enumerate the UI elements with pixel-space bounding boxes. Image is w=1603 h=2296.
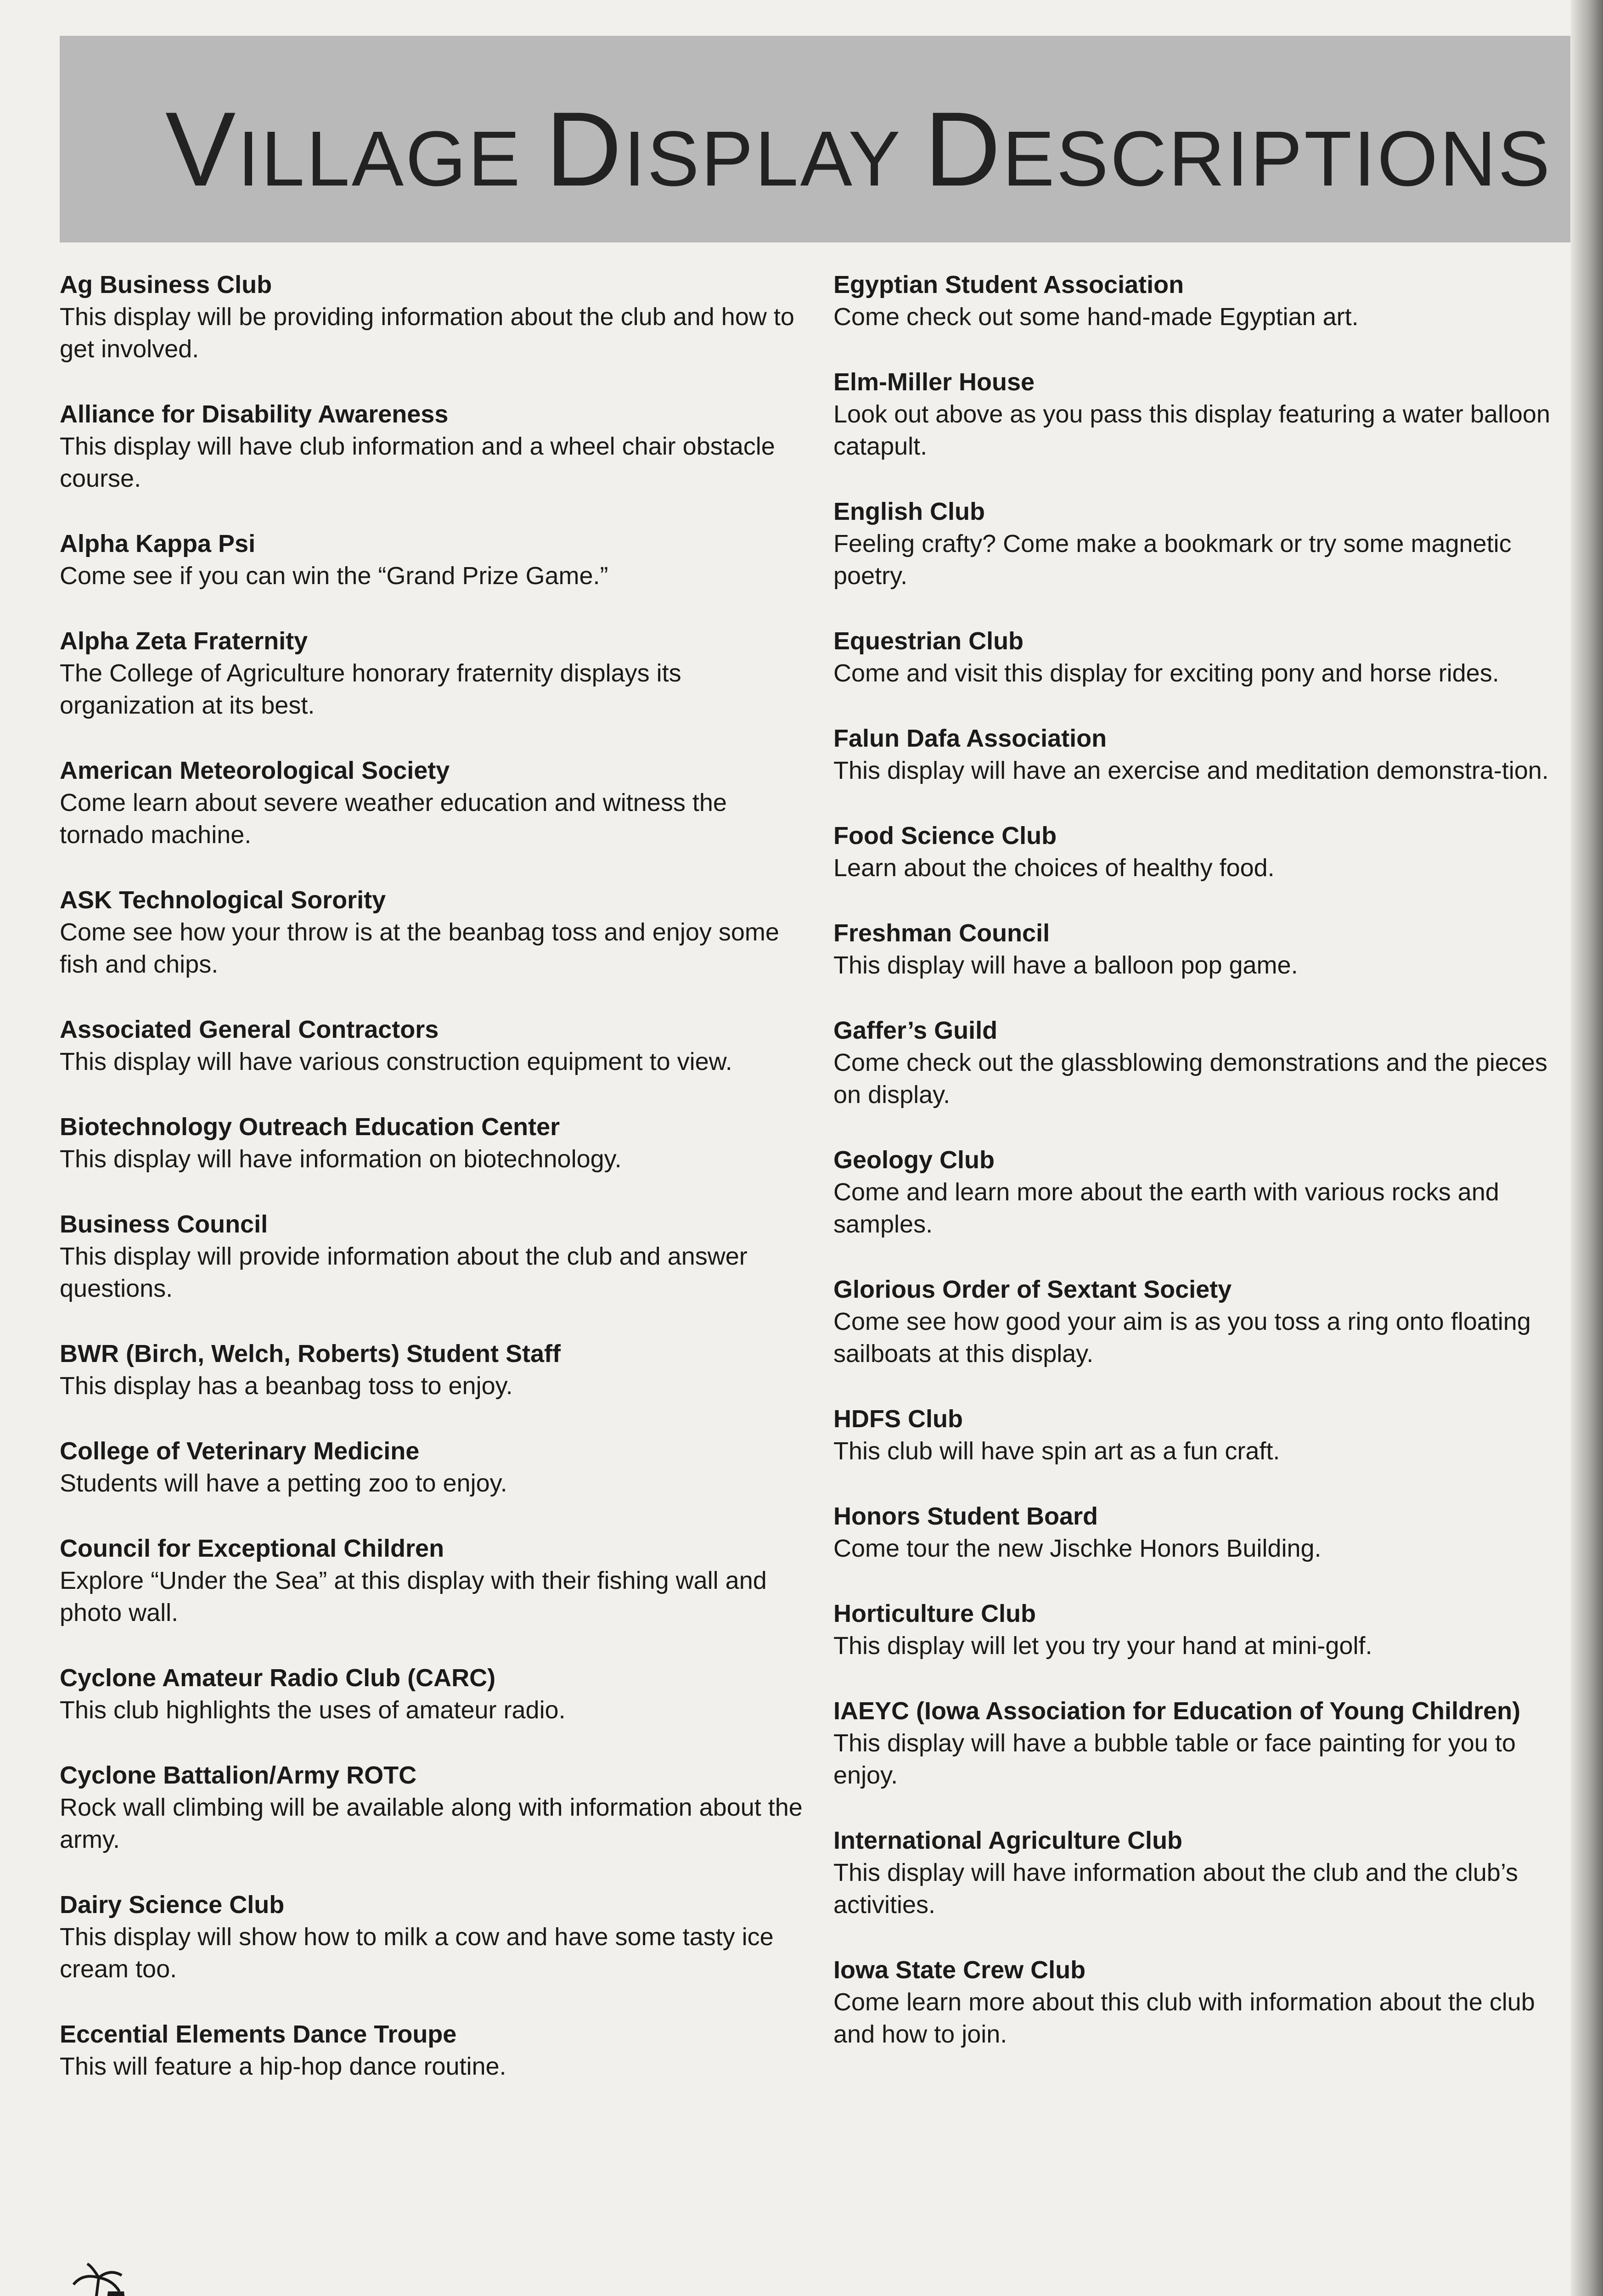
entry-description: Come and visit this display for exciting pony and horse rides. [833, 659, 1499, 687]
entry-description: Come see how your throw is at the beanbag toss and enjoy some fish and chips. [60, 918, 779, 978]
entry-description: Learn about the choices of healthy food. [833, 854, 1275, 882]
display-entry [60, 884, 813, 980]
entry-description: This display will have various construction equipment to view. [60, 1048, 732, 1075]
entry-description: This display will have information about the club and the club’s activities. [833, 1859, 1518, 1919]
entry-name: American Meteorological Society [60, 757, 450, 784]
display-entry [60, 1111, 813, 1175]
entry-name: College of Veterinary Medicine [60, 1437, 420, 1465]
entry-name: Alpha Zeta Fraternity [60, 627, 308, 655]
entry-description: The College of Agriculture honorary fraternity displays its organization at its best. [60, 659, 681, 719]
entry-description: This display will show how to milk a cow and have some tasty ice cream too. [60, 1923, 774, 1983]
entry-name: Council for Exceptional Children [60, 1535, 444, 1562]
entry-name: Elm-Miller House [833, 368, 1035, 396]
entry-name: ASK Technological Sorority [60, 886, 386, 914]
display-entry [60, 1338, 813, 1402]
entry-name: Geology Club [833, 1146, 995, 1174]
display-entry [60, 1759, 813, 1856]
display-entry [60, 1013, 813, 1078]
display-entry [833, 820, 1577, 884]
entry-description: Come see if you can win the “Grand Prize Game.” [60, 562, 608, 590]
entry-description: This display will have club information and a wheel chair obstacle course. [60, 433, 775, 492]
display-entry [833, 1954, 1577, 2050]
entry-description: Look out above as you pass this display featuring a water balloon catapult. [833, 400, 1550, 460]
entry-description: This display will have a balloon pop game. [833, 951, 1298, 979]
display-entry [833, 1695, 1577, 1791]
entry-description: Come learn more about this club with information about the club and how to join. [833, 1988, 1535, 2048]
entry-name: Egyptian Student Association [833, 271, 1184, 298]
entry-name: Gaffer’s Guild [833, 1017, 998, 1044]
display-entry [833, 722, 1577, 787]
entry-description: This display will have an exercise and meditation demonstra-tion. [833, 757, 1549, 784]
entry-description: Come see how good your aim is as you toss a ring onto floating sailboats at this display. [833, 1308, 1531, 1367]
display-entry [833, 917, 1577, 981]
entry-name: English Club [833, 498, 985, 525]
entry-name: Eccential Elements Dance Troupe [60, 2020, 457, 2048]
entry-description: Come check out the glassblowing demonstrations and the pieces on display. [833, 1049, 1547, 1109]
display-entry [60, 398, 813, 495]
entry-name: Dairy Science Club [60, 1891, 285, 1919]
display-entry [60, 269, 813, 365]
display-entry [60, 754, 813, 851]
entry-description: Come tour the new Jischke Honors Building. [833, 1535, 1322, 1562]
entry-name: Alliance for Disability Awareness [60, 400, 449, 428]
entry-description: This club will have spin art as a fun craft. [833, 1437, 1280, 1465]
display-entry [833, 1598, 1577, 1662]
entry-name: Alpha Kappa Psi [60, 530, 256, 557]
entry-name: Associated General Contractors [60, 1016, 439, 1043]
entry-description: This display will have information on biotechnology. [60, 1145, 622, 1173]
entry-name: Honors Student Board [833, 1503, 1098, 1530]
entry-description: Come learn about severe weather education and witness the tornado machine. [60, 789, 727, 849]
page-title: VILLAGE DISPLAY DESCRIPTIONS [165, 90, 1552, 208]
entry-description: This display will provide information about the club and answer questions. [60, 1243, 748, 1302]
veishea-logo [55, 2259, 271, 2296]
display-entry [833, 495, 1577, 592]
display-entry [833, 366, 1577, 462]
entry-description: Rock wall climbing will be available along with information about the army. [60, 1794, 803, 1853]
entry-name: International Agriculture Club [833, 1827, 1183, 1854]
entry-name: Biotechnology Outreach Education Center [60, 1113, 560, 1141]
entry-name: Falun Dafa Association [833, 725, 1107, 752]
entry-description: Come check out some hand-made Egyptian art. [833, 303, 1359, 331]
display-entry [833, 1403, 1577, 1467]
entry-name: IAEYC (Iowa Association for Education of Young Children) [833, 1697, 1521, 1725]
entry-description: This display has a beanbag toss to enjoy. [60, 1372, 513, 1400]
display-entry [833, 625, 1577, 689]
entry-description: Explore “Under the Sea” at this display with their fishing wall and photo wall. [60, 1567, 767, 1626]
display-entry [60, 1435, 813, 1499]
entry-description: Come and learn more about the earth with various rocks and samples. [833, 1178, 1499, 1238]
display-entry [833, 1273, 1577, 1370]
left-column [60, 269, 813, 2116]
entry-name: Equestrian Club [833, 627, 1024, 655]
entry-name: Cyclone Amateur Radio Club (CARC) [60, 1664, 496, 1692]
entry-description: This display will be providing information about the club and how to get involved. [60, 303, 794, 363]
entry-name: Iowa State Crew Club [833, 1956, 1086, 1984]
display-entry [60, 2018, 813, 2082]
entry-name: Ag Business Club [60, 271, 272, 298]
entry-description: Students will have a petting zoo to enjoy. [60, 1469, 507, 1497]
palm-tree-icon [73, 2264, 122, 2296]
entry-description: This will feature a hip-hop dance routine. [60, 2053, 506, 2080]
entry-name: BWR (Birch, Welch, Roberts) Student Staff [60, 1340, 561, 1367]
entry-description: This display will let you try your hand at mini-golf. [833, 1632, 1372, 1660]
entry-description: Feeling crafty? Come make a bookmark or try some magnetic poetry. [833, 530, 1512, 590]
entry-name: Horticulture Club [833, 1600, 1036, 1627]
entry-name: HDFS Club [833, 1405, 963, 1433]
entry-name: Food Science Club [833, 822, 1057, 850]
display-entry [60, 1662, 813, 1726]
display-entry [833, 1014, 1577, 1111]
entry-name: Cyclone Battalion/Army ROTC [60, 1761, 417, 1789]
display-entry [60, 1208, 813, 1305]
entry-name: Business Council [60, 1210, 268, 1238]
display-entry [833, 1824, 1577, 1921]
display-entry [833, 1500, 1577, 1564]
entry-description: This display will have a bubble table or face painting for you to enjoy. [833, 1729, 1516, 1789]
display-entry [60, 625, 813, 721]
entry-description: This club highlights the uses of amateur radio. [60, 1696, 566, 1724]
display-entry [833, 269, 1577, 333]
display-entry [60, 1532, 813, 1629]
display-entry [60, 1889, 813, 1985]
display-entry [833, 1144, 1577, 1240]
entry-name: Freshman Council [833, 919, 1050, 947]
right-column [833, 269, 1577, 2083]
entry-name: Glorious Order of Sextant Society [833, 1276, 1232, 1303]
display-entry [60, 528, 813, 592]
